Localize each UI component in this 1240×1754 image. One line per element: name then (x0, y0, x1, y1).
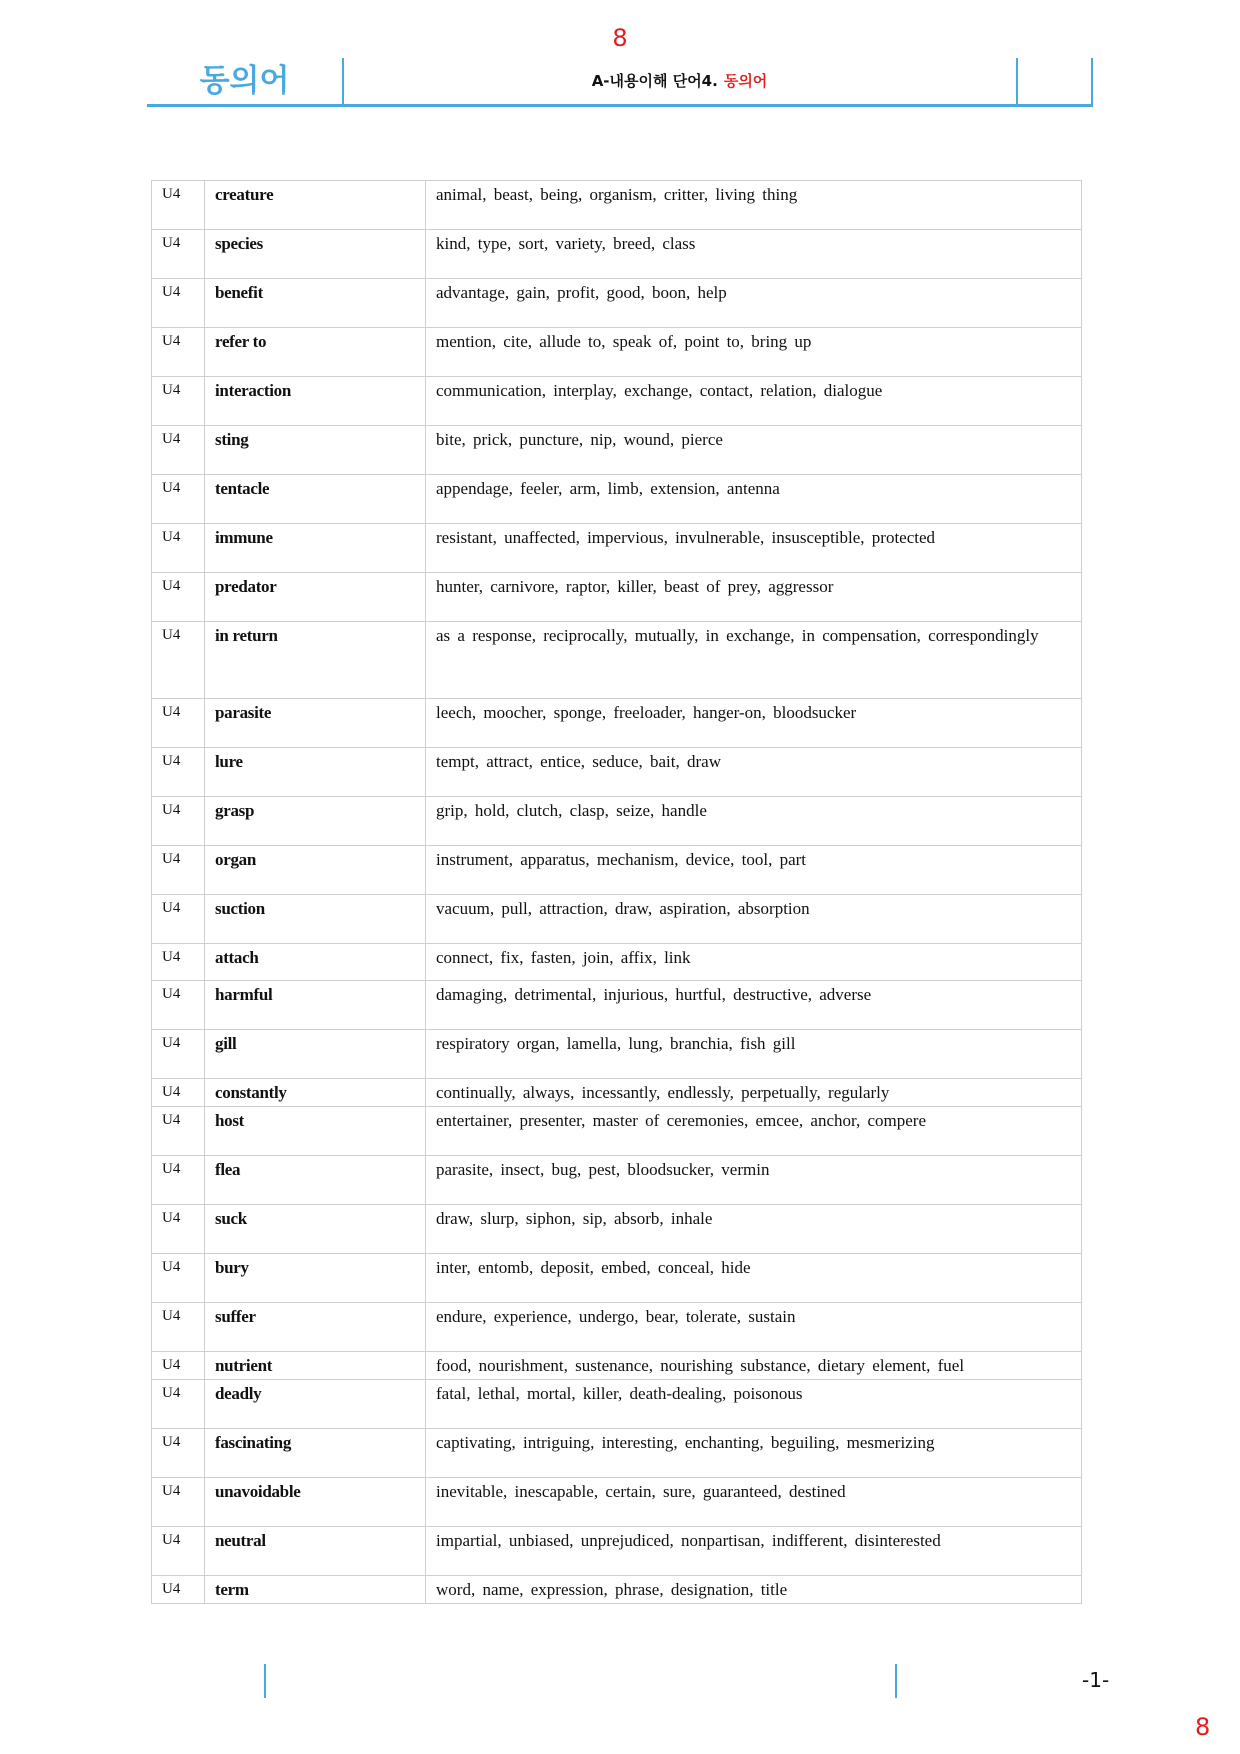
table-row (152, 377, 1082, 426)
word-cell: constantly (205, 1079, 426, 1107)
unit-cell: U4 (152, 1156, 205, 1205)
word-cell: organ (205, 846, 426, 895)
table-row (152, 1380, 1082, 1429)
table-row (152, 846, 1082, 895)
table-row (152, 328, 1082, 377)
table-row (152, 1156, 1082, 1205)
word-cell: neutral (205, 1527, 426, 1576)
word-cell: refer to (205, 328, 426, 377)
word-cell: suffer (205, 1303, 426, 1352)
word-cell: harmful (205, 981, 426, 1030)
top-page-number: 8 (612, 24, 628, 52)
word-cell: suck (205, 1205, 426, 1254)
word-cell: bury (205, 1254, 426, 1303)
unit-cell: U4 (152, 230, 205, 279)
header-title: 동의어 (199, 63, 290, 99)
word-cell: species (205, 230, 426, 279)
document-header (147, 58, 1093, 107)
word-cell: predator (205, 573, 426, 622)
table-row (152, 181, 1082, 230)
unit-cell: U4 (152, 1079, 205, 1107)
word-cell: deadly (205, 1380, 426, 1429)
unit-cell: U4 (152, 1576, 205, 1604)
synonyms-cell: entertainer, presenter, master of ceremonies, emcee, anchor, compere (426, 1107, 1082, 1156)
unit-cell: U4 (152, 981, 205, 1030)
unit-cell: U4 (152, 1205, 205, 1254)
table-row (152, 1478, 1082, 1527)
synonyms-cell: instrument, apparatus, mechanism, device, tool, part (426, 846, 1082, 895)
header-divider (1016, 58, 1018, 104)
synonyms-cell: appendage, feeler, arm, limb, extension, antenna (426, 475, 1082, 524)
unit-cell: U4 (152, 475, 205, 524)
header-subtitle-accent: 동의어 (723, 72, 768, 90)
unit-cell: U4 (152, 797, 205, 846)
unit-cell: U4 (152, 328, 205, 377)
synonyms-cell: tempt, attract, entice, seduce, bait, draw (426, 748, 1082, 797)
synonyms-cell: bite, prick, puncture, nip, wound, pierce (426, 426, 1082, 475)
synonym-table (151, 180, 1082, 1604)
synonyms-cell: advantage, gain, profit, good, boon, help (426, 279, 1082, 328)
unit-cell: U4 (152, 181, 205, 230)
unit-cell: U4 (152, 1429, 205, 1478)
word-cell: suction (205, 895, 426, 944)
table-row (152, 1352, 1082, 1380)
synonyms-cell: food, nourishment, sustenance, nourishing substance, dietary element, fuel (426, 1352, 1082, 1380)
footer-divider (264, 1664, 266, 1698)
header-divider (1091, 58, 1093, 104)
unit-cell: U4 (152, 748, 205, 797)
header-subtitle (343, 58, 1016, 104)
footer-divider (895, 1664, 897, 1698)
table-row (152, 1030, 1082, 1079)
synonyms-cell: inevitable, inescapable, certain, sure, guaranteed, destined (426, 1478, 1082, 1527)
unit-cell: U4 (152, 524, 205, 573)
table-row (152, 981, 1082, 1030)
word-cell: tentacle (205, 475, 426, 524)
unit-cell: U4 (152, 1303, 205, 1352)
word-cell: gill (205, 1030, 426, 1079)
unit-cell: U4 (152, 1030, 205, 1079)
word-cell: lure (205, 748, 426, 797)
word-cell: unavoidable (205, 1478, 426, 1527)
word-cell: attach (205, 944, 426, 981)
word-cell: grasp (205, 797, 426, 846)
unit-cell: U4 (152, 699, 205, 748)
word-cell: nutrient (205, 1352, 426, 1380)
unit-cell: U4 (152, 1478, 205, 1527)
table-row (152, 622, 1082, 699)
word-cell: flea (205, 1156, 426, 1205)
word-cell: fascinating (205, 1429, 426, 1478)
synonyms-cell: word, name, expression, phrase, designation, title (426, 1576, 1082, 1604)
synonyms-cell: resistant, unaffected, impervious, invulnerable, insusceptible, protected (426, 524, 1082, 573)
word-cell: benefit (205, 279, 426, 328)
synonyms-cell: mention, cite, allude to, speak of, point to, bring up (426, 328, 1082, 377)
synonyms-cell: hunter, carnivore, raptor, killer, beast of prey, aggressor (426, 573, 1082, 622)
table-row (152, 1576, 1082, 1604)
header-subtitle-text: A-내용이해 단어4. (591, 72, 718, 90)
unit-cell: U4 (152, 279, 205, 328)
synonyms-cell: captivating, intriguing, interesting, enchanting, beguiling, mesmerizing (426, 1429, 1082, 1478)
unit-cell: U4 (152, 944, 205, 981)
word-cell: parasite (205, 699, 426, 748)
unit-cell: U4 (152, 573, 205, 622)
synonyms-cell: vacuum, pull, attraction, draw, aspiration, absorption (426, 895, 1082, 944)
synonyms-cell: inter, entomb, deposit, embed, conceal, hide (426, 1254, 1082, 1303)
table-row (152, 1205, 1082, 1254)
synonyms-cell: damaging, detrimental, injurious, hurtful, destructive, adverse (426, 981, 1082, 1030)
table-row (152, 699, 1082, 748)
table-row (152, 1303, 1082, 1352)
table-row (152, 895, 1082, 944)
synonyms-cell: draw, slurp, siphon, sip, absorb, inhale (426, 1205, 1082, 1254)
unit-cell: U4 (152, 895, 205, 944)
word-cell: sting (205, 426, 426, 475)
synonyms-cell: leech, moocher, sponge, freeloader, hanger-on, bloodsucker (426, 699, 1082, 748)
table-row (152, 426, 1082, 475)
synonyms-cell: continually, always, incessantly, endlessly, perpetually, regularly (426, 1079, 1082, 1107)
unit-cell: U4 (152, 426, 205, 475)
table-row (152, 475, 1082, 524)
synonyms-cell: impartial, unbiased, unprejudiced, nonpartisan, indifferent, disinterested (426, 1527, 1082, 1576)
table-row (152, 230, 1082, 279)
word-cell: term (205, 1576, 426, 1604)
synonyms-cell: respiratory organ, lamella, lung, branchia, fish gill (426, 1030, 1082, 1079)
unit-cell: U4 (152, 1254, 205, 1303)
unit-cell: U4 (152, 1352, 205, 1380)
table-row (152, 1107, 1082, 1156)
page-label: -1- (1082, 1668, 1110, 1692)
unit-cell: U4 (152, 1107, 205, 1156)
table-row (152, 944, 1082, 981)
synonyms-cell: kind, type, sort, variety, breed, class (426, 230, 1082, 279)
unit-cell: U4 (152, 1527, 205, 1576)
unit-cell: U4 (152, 622, 205, 699)
synonyms-cell: as a response, reciprocally, mutually, in exchange, in compensation, correspondingly (426, 622, 1082, 699)
synonyms-cell: parasite, insect, bug, pest, bloodsucker, vermin (426, 1156, 1082, 1205)
synonyms-cell: communication, interplay, exchange, contact, relation, dialogue (426, 377, 1082, 426)
table-row (152, 797, 1082, 846)
synonyms-cell: grip, hold, clutch, clasp, seize, handle (426, 797, 1082, 846)
word-cell: host (205, 1107, 426, 1156)
table-row (152, 279, 1082, 328)
word-cell: immune (205, 524, 426, 573)
table-row (152, 524, 1082, 573)
word-cell: interaction (205, 377, 426, 426)
word-cell: in return (205, 622, 426, 699)
table-row (152, 1254, 1082, 1303)
synonyms-cell: connect, fix, fasten, join, affix, link (426, 944, 1082, 981)
unit-cell: U4 (152, 377, 205, 426)
unit-cell: U4 (152, 846, 205, 895)
word-cell: creature (205, 181, 426, 230)
table-row (152, 1429, 1082, 1478)
synonyms-cell: endure, experience, undergo, bear, tolerate, sustain (426, 1303, 1082, 1352)
bottom-page-number: 8 (1195, 1713, 1211, 1741)
table-row (152, 748, 1082, 797)
table-row (152, 1079, 1082, 1107)
synonyms-cell: fatal, lethal, mortal, killer, death-dealing, poisonous (426, 1380, 1082, 1429)
synonyms-cell: animal, beast, being, organism, critter, living thing (426, 181, 1082, 230)
table-row (152, 1527, 1082, 1576)
table-row (152, 573, 1082, 622)
unit-cell: U4 (152, 1380, 205, 1429)
